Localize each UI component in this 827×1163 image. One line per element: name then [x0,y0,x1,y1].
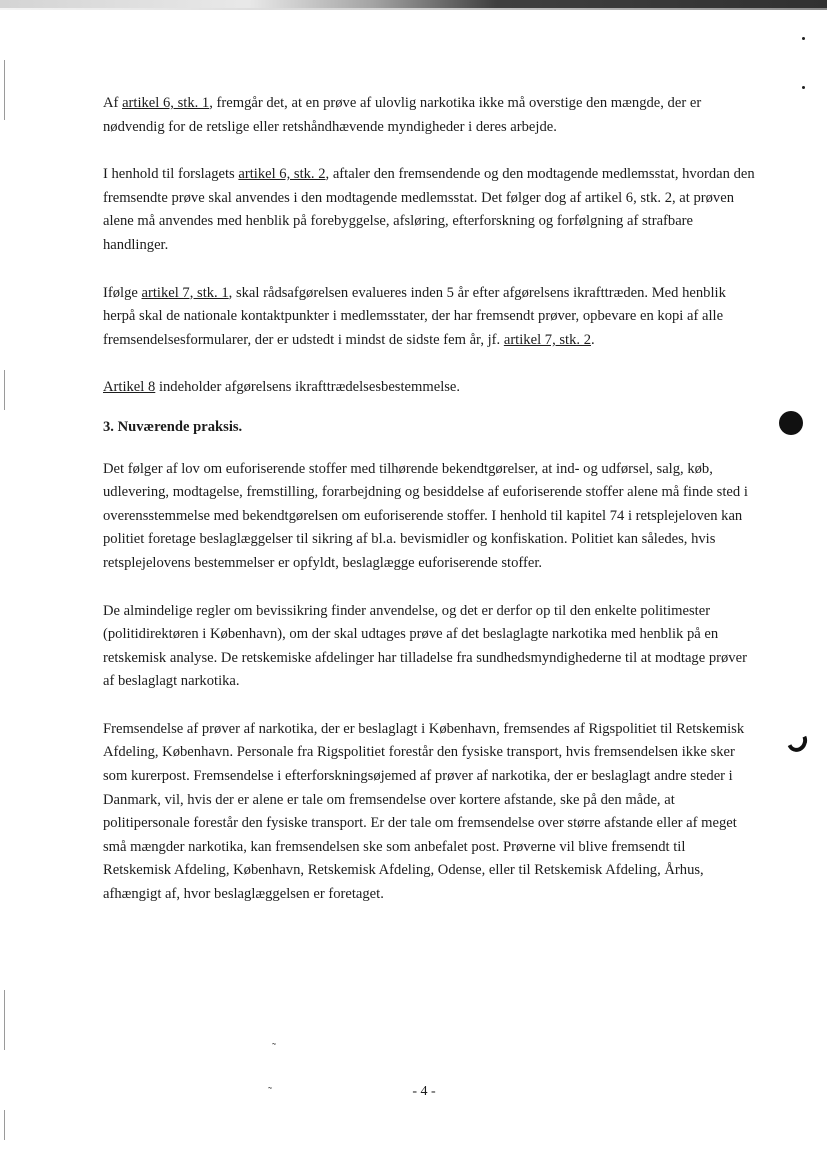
paragraph-article-6-1 [103,92,755,139]
scan-left-edge-mark [4,1110,5,1140]
article-reference: Artikel 8 [103,379,156,396]
text: . [591,331,595,348]
article-reference: artikel 7, stk. 1 [141,284,229,301]
scan-speck [802,86,805,89]
scan-left-edge-mark [4,60,5,120]
text: Ifølge [103,284,142,301]
paragraph-article-6-2 [103,163,755,257]
article-reference: artikel 6, stk. 1 [122,95,210,111]
scan-left-edge-mark [4,990,5,1050]
punch-hole-mark [779,411,803,435]
text: , fremgår det, at en prøve af ulovlig narkotika ikke må overstige den mængde, der er nødvendig for de retslige eller retshåndhævende myndigheder i deres arbejde. [103,95,702,135]
document-body [103,92,755,907]
punch-hole-mark [784,727,810,755]
scan-mark: ˜ [268,1084,272,1098]
paragraph-article-8 [103,376,755,400]
page-number: - 4 - [412,1084,436,1099]
scan-speck [802,37,805,40]
paragraph-current-practice-2: De almindelige regler om bevissikring finder anvendelse, og det er derfor op til den enkelte politimester (politidirektøren i København), om der skal udtages prøve af det beslaglagte narkotika med henblik på en retskemisk analyse. De retskemiske afdelinger har tilladelse fra sundhedsmyndighederne til at modtage prøver af beslaglagt narkotika. [103,602,747,690]
text: indeholder afgørelsens ikrafttrædelsesbestemmelse. [155,379,461,396]
text: , skal rådsafgørelsen evalueres inden 5 år efter afgørelsens ikrafttræden. Med henblik herpå skal de nationale kontaktpunkter i medlemsstater, der har fremsendt prøver, opbevare en kopi af alle fremsendelsesformularer, der er udstedt i mindst de sidste fem år, jf. [103,284,726,348]
text: I henhold til forslagets [103,166,239,183]
paragraph-article-7 [103,282,755,353]
paragraph-current-practice-1: Det følger af lov om euforiserende stoffer med tilhørende bekendtgørelser, at ind- og udførsel, salg, køb, udlevering, modtagelse, fremstilling, forarbejdning og besiddelse af euforiserende stoffer alene må finde sted i overensstemmelse med bekendtgørelsen om euforiserende stoffer. I henhold til kapitel 74 i retsplejeloven kan politiet foretage beslaglæggelser til sikring af bl.a. bevismidler og konfiskation. Politiet kan således, hvis retsplejelovens bestemmelser er opfyldt, beslaglægge euforiserende stoffer. [103,460,748,571]
scan-left-edge-mark [4,370,5,410]
text: , aftaler den fremsendende og den modtagende medlemsstat, hvordan den fremsendte prøve skal anvendes i den modtagende medlemsstat. Det følger dog af artikel 6, stk. 2, at prøven alene må anvendes med henblik på forebyggelse, afsløring, efterforskning og forfølgning af strafbare handlinger. [103,166,755,253]
text: Af [103,95,123,111]
paragraph-current-practice-3: Fremsendelse af prøver af narkotika, der er beslaglagt i København, fremsendes af Rigspolitiet til Retskemisk Afdeling, København. Personale fra Rigspolitiet forestår den fysiske transport, hvis fremsendelsen ikke sker som kurerpost. Fremsendelse i efterforskningsøjemed af prøver af narkotika, der er beslaglagt andre steder i Danmark, vil, hvis der er alene er tale om fremsendelse over kortere afstande, ske på den måde, at politipersonale forestår den fysiske transport. Er der tale om fremsendelse over større afstande eller af meget små mængder narkotika, kan fremsendelsen ske som anbefalet post. Prøverne vil blive fremsendt til Retskemisk Afdeling, København, Retskemisk Afdeling, Odense, eller til Retskemisk Afdeling, Århus, afhængigt af, hvor beslaglæggelsen er foretaget. [103,720,745,903]
scan-mark: ˜ [272,1040,276,1054]
article-reference: artikel 7, stk. 2 [503,331,591,348]
section-heading: 3. Nuværende praksis. [103,418,243,435]
scan-top-edge [0,0,827,8]
article-reference: artikel 6, stk. 2 [238,166,326,183]
scan-top-shadow [0,8,827,10]
